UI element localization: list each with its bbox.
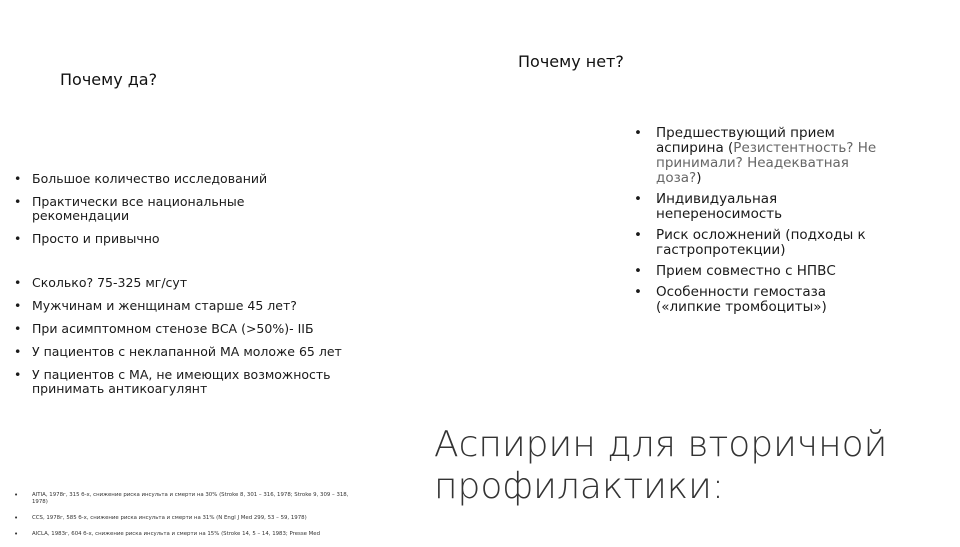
list-item: • Особенности гемостаза («липкие тромбоциты») — [634, 284, 827, 315]
section-title: Аспирин для вторичной профилактики: — [434, 424, 888, 507]
bullet-icon: • — [14, 514, 19, 522]
right-bullet-list — [634, 126, 894, 321]
left-title: Почему да? — [60, 70, 158, 89]
bullet-icon: • — [14, 231, 22, 246]
bullet-icon: • — [14, 367, 22, 382]
list-item: • Прием совместно с НПВС — [634, 263, 836, 279]
reference-item: • CCS, 1978г, 585 б-х, снижение риска инсульта и смерти на 31% (N Engl J Med 299, 53 – 59, 1978) — [14, 514, 307, 522]
bullet-icon: • — [14, 275, 22, 290]
list-item: • Предшествующий прием аспирина (Резистентность? Не принимали? Неадекватная доза?) — [634, 125, 877, 186]
bullet-icon: • — [634, 284, 642, 300]
reference-item: • AICLA, 1983г, 604 б-х, снижение риска инсульта и смерти на 15% (Stroke 14, 5 – 14, 1983; Presse Med — [14, 530, 321, 538]
references-list — [14, 492, 357, 547]
bullet-icon: • — [14, 344, 22, 359]
bullet-icon: • — [14, 530, 19, 538]
list-item: • Риск осложнений (подходы к гастропротекции) — [634, 227, 866, 258]
right-title: Почему нет? — [518, 52, 624, 71]
list-item: • У пациентов с неклапанной МА моложе 65 лет — [14, 344, 342, 359]
bullet-icon: • — [634, 125, 642, 141]
list-item: • При асимптомном стенозе ВСА (>50%)- IIБ — [14, 321, 314, 336]
bullet-icon: • — [634, 191, 642, 207]
list-item: • У пациентов с МА, не имеющих возможность принимать антикоагулянт — [14, 367, 331, 396]
bullet-icon: • — [14, 298, 22, 313]
reference-item: • AITIA, 1978г, 315 б-х, снижение риска инсульта и смерти на 30% (Stroke 8, 301 – 316, 1978; Stroke 9, 309 – 318, 1978) — [14, 491, 349, 505]
list-item: • Сколько? 75-325 мг/сут — [14, 275, 188, 290]
bullet-icon: • — [634, 263, 642, 279]
bullet-icon: • — [14, 491, 19, 499]
bullet-icon: • — [14, 321, 22, 336]
list-item: • Индивидуальная непереносимость — [634, 191, 783, 222]
left-bullet-list — [14, 172, 344, 405]
list-item: • Просто и привычно — [14, 231, 160, 246]
bullet-icon: • — [14, 194, 22, 209]
list-item: • Большое количество исследований — [14, 171, 268, 186]
list-item: • Практически все национальные рекомендации — [14, 194, 245, 223]
bullet-icon: • — [634, 227, 642, 243]
bullet-icon: • — [14, 171, 22, 186]
list-item: • Мужчинам и женщинам старше 45 лет? — [14, 298, 297, 313]
